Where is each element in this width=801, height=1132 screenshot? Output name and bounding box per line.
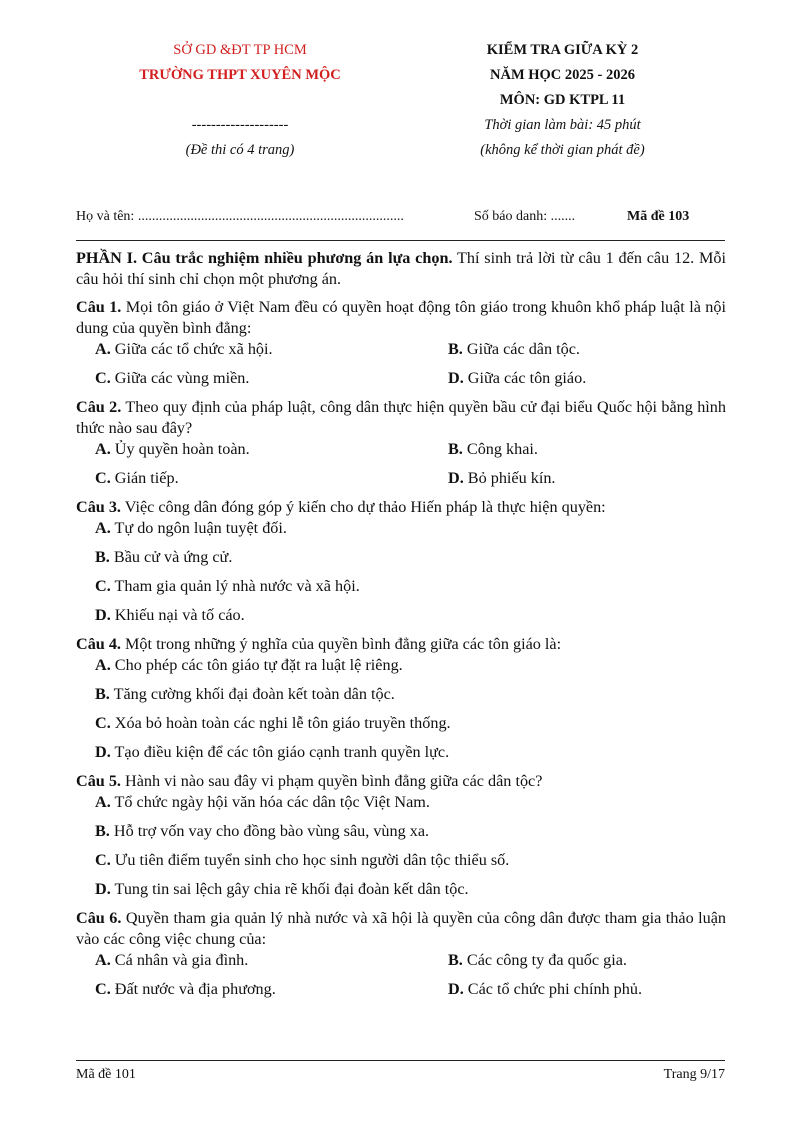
question-label: Câu 6. [76, 909, 122, 927]
option-key: C. [95, 980, 111, 998]
student-id-field[interactable]: Số báo danh: ....... [474, 209, 576, 224]
option-d[interactable] [76, 605, 726, 634]
option-b[interactable] [448, 950, 627, 979]
option-key: B. [448, 340, 463, 358]
option-key: A. [95, 951, 111, 969]
student-info-line [76, 209, 726, 231]
option-key: A. [95, 656, 111, 674]
question-text: Một trong những ý nghĩa của quyền bình đẳng giữa các tôn giáo là: [120, 635, 562, 653]
question-label: Câu 5. [76, 772, 121, 790]
pages-note: (Đề thi có 4 trang) [185, 142, 295, 158]
option-text: Giữa các tôn giáo. [463, 369, 587, 387]
option-key: D. [448, 980, 464, 998]
question-4 [76, 634, 726, 771]
department-name: SỞ GD &ĐT TP HCM [173, 42, 307, 58]
option-text: Đất nước và địa phương. [110, 980, 276, 998]
option-text: Giữa các tổ chức xã hội. [110, 340, 273, 358]
option-key: B. [448, 951, 463, 969]
option-text: Khiếu nại và tố cáo. [110, 606, 245, 624]
option-text: Bầu cử và ứng cử. [109, 548, 233, 566]
header-dashes: -------------------- [191, 117, 289, 133]
option-key: A. [95, 440, 111, 458]
option-text: Các tổ chức phi chính phủ. [463, 980, 643, 998]
option-b[interactable] [76, 821, 726, 850]
subject: MÔN: GD KTPL 11 [499, 92, 626, 108]
student-name-field[interactable]: Họ và tên: ............................................................................ [76, 209, 404, 224]
option-a[interactable] [76, 439, 448, 468]
option-text: Cho phép các tôn giáo tự đặt ra luật lệ riêng. [110, 656, 403, 674]
option-key: D. [95, 743, 111, 761]
page-number: Trang 9/17 [663, 1067, 725, 1082]
question-text: Mọi tôn giáo ở Việt Nam đều có quyền hoạt động tôn giáo trong khuôn khổ pháp luật là nội dung của quyền bình đẳng: [76, 298, 726, 337]
option-c[interactable] [76, 576, 726, 605]
header-left [80, 38, 400, 163]
school-name: TRƯỜNG THPT XUYÊN MỘC [139, 67, 341, 83]
question-2 [76, 397, 726, 497]
option-text: Tạo điều kiện để các tôn giáo cạnh tranh quyền lực. [110, 743, 450, 761]
option-b[interactable] [76, 547, 726, 576]
part1-instruction: Thí sinh trả lời từ câu 1 đến câu 12. Mỗi câu hỏi thí sinh chỉ chọn một phương án. [76, 249, 726, 288]
footer-exam-code: Mã đề 101 [76, 1067, 136, 1082]
option-key: A. [95, 340, 111, 358]
option-text: Ủy quyền hoàn toàn. [110, 440, 250, 458]
option-key: D. [448, 369, 464, 387]
exam-title: KIỂM TRA GIỮA KỲ 2 [486, 42, 639, 58]
option-a[interactable] [76, 950, 448, 979]
option-key: B. [95, 548, 110, 566]
part1-title: PHẦN I. Câu trắc nghiệm nhiều phương án lựa chọn. [76, 249, 453, 267]
question-3 [76, 497, 726, 634]
footer-divider [76, 1060, 725, 1061]
option-d[interactable] [76, 879, 726, 908]
time-limit: Thời gian làm bài: 45 phút [484, 117, 641, 133]
school-year: NĂM HỌC 2025 - 2026 [490, 67, 635, 83]
option-d[interactable] [76, 742, 726, 771]
question-5 [76, 771, 726, 908]
question-label: Câu 3. [76, 498, 121, 516]
option-text: Các công ty đa quốc gia. [462, 951, 627, 969]
option-key: A. [95, 793, 111, 811]
option-key: D. [95, 880, 111, 898]
option-b[interactable] [448, 439, 538, 468]
question-text: Quyền tham gia quản lý nhà nước và xã hội là quyền của công dân được tham gia thảo luận vào các công việc chung của: [76, 909, 726, 948]
option-text: Công khai. [462, 440, 538, 458]
option-c[interactable] [76, 713, 726, 742]
option-a[interactable] [76, 518, 726, 547]
question-6 [76, 908, 726, 1008]
option-key: C. [95, 714, 111, 732]
option-text: Xóa bỏ hoàn toàn các nghi lễ tôn giáo truyền thống. [110, 714, 451, 732]
question-text: Việc công dân đóng góp ý kiến cho dự thảo Hiến pháp là thực hiện quyền: [120, 498, 606, 516]
question-label: Câu 1. [76, 298, 122, 316]
option-d[interactable] [448, 368, 586, 397]
option-key: C. [95, 369, 111, 387]
option-text: Giữa các dân tộc. [462, 340, 580, 358]
option-a[interactable] [76, 792, 726, 821]
option-key: C. [95, 469, 111, 487]
exam-content [76, 248, 726, 1008]
option-text: Tự do ngôn luận tuyệt đối. [110, 519, 287, 537]
part1-heading [76, 248, 726, 290]
option-text: Tham gia quản lý nhà nước và xã hội. [110, 577, 360, 595]
option-text: Tăng cường khối đại đoàn kết toàn dân tộc. [109, 685, 395, 703]
option-key: C. [95, 851, 111, 869]
question-text: Hành vi nào sau đây vi phạm quyền bình đẳng giữa các dân tộc? [120, 772, 543, 790]
option-d[interactable] [448, 979, 642, 1008]
option-key: D. [95, 606, 111, 624]
option-text: Hỗ trợ vốn vay cho đồng bào vùng sâu, vùng xa. [109, 822, 430, 840]
header-right [440, 38, 685, 163]
option-c[interactable] [76, 468, 448, 497]
option-text: Tung tin sai lệch gây chia rẽ khối đại đoàn kết dân tộc. [110, 880, 469, 898]
option-b[interactable] [76, 684, 726, 713]
option-c[interactable] [76, 368, 448, 397]
option-key: B. [448, 440, 463, 458]
question-label: Câu 2. [76, 398, 122, 416]
option-c[interactable] [76, 850, 726, 879]
option-a[interactable] [76, 339, 448, 368]
option-key: C. [95, 577, 111, 595]
exam-code: Mã đề 103 [627, 209, 690, 224]
option-text: Cá nhân và gia đình. [110, 951, 249, 969]
option-key: B. [95, 822, 110, 840]
option-a[interactable] [76, 655, 726, 684]
option-key: A. [95, 519, 111, 537]
option-key: D. [448, 469, 464, 487]
option-d[interactable] [448, 468, 555, 497]
option-c[interactable] [76, 979, 448, 1008]
option-text: Gián tiếp. [110, 469, 179, 487]
option-text: Ưu tiên điểm tuyển sinh cho học sinh người dân tộc thiểu số. [110, 851, 510, 869]
option-key: B. [95, 685, 110, 703]
option-b[interactable] [448, 339, 580, 368]
option-text: Giữa các vùng miền. [110, 369, 250, 387]
header-divider [76, 240, 725, 241]
option-text: Tổ chức ngày hội văn hóa các dân tộc Việt Nam. [110, 793, 430, 811]
question-text: Theo quy định của pháp luật, công dân thực hiện quyền bầu cử đại biểu Quốc hội bằng hình thức nào sau đây? [76, 398, 726, 437]
time-note: (không kể thời gian phát đề) [480, 142, 645, 158]
option-text: Bỏ phiếu kín. [463, 469, 556, 487]
question-1 [76, 297, 726, 397]
question-label: Câu 4. [76, 635, 121, 653]
